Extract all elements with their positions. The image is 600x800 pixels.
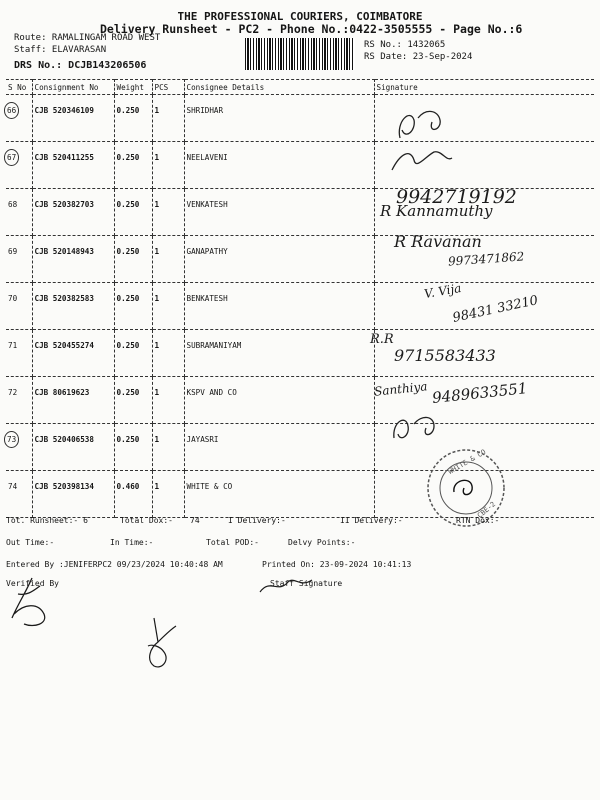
- row-weight-text: 0.250: [116, 247, 140, 256]
- row-sno: [6, 424, 32, 471]
- row-consignment-no: [32, 189, 114, 236]
- row-pcs: [152, 471, 184, 518]
- row-weight-text: 0.460: [116, 482, 140, 491]
- row-pcs: [152, 377, 184, 424]
- handwritten-phone-71: 9715583433: [394, 346, 496, 365]
- row-sno: [6, 189, 32, 236]
- row-consignee: [184, 424, 374, 471]
- row-pcs: [152, 142, 184, 189]
- rtn-dox: RTN Dox:-: [456, 516, 500, 525]
- table-row: [6, 95, 594, 142]
- total-pod: Total POD:-: [206, 538, 259, 547]
- row-consignment-no: [32, 424, 114, 471]
- row-pcs: [152, 236, 184, 283]
- row-pcs-text: 1: [154, 200, 160, 209]
- document-title: Delivery Runsheet - PC2 - Phone No.:0422-3505555 - Page No.:6: [100, 22, 523, 36]
- row-consignment-no: [32, 95, 114, 142]
- row-consignment-no-text: CJB 520148943: [34, 247, 94, 256]
- row-weight: [114, 283, 152, 330]
- row-consignee: [184, 377, 374, 424]
- i-delivery: I Delivery:-: [228, 516, 286, 525]
- total-dox-value: 74: [190, 516, 200, 525]
- handwritten-name-69: R Ravanan: [394, 232, 482, 251]
- printed-on: Printed On: 23-09-2024 10:41:13: [262, 560, 412, 569]
- row-sno: [6, 471, 32, 518]
- row-pcs-text: 1: [154, 106, 160, 115]
- row-consignment-no-text: CJB 520382703: [34, 200, 94, 209]
- total-dox-label: Total Dox:-: [120, 516, 173, 525]
- row-consignee-text: SHRIDHAR: [186, 106, 224, 115]
- row-pcs: [152, 330, 184, 377]
- row-consignee: [184, 142, 374, 189]
- verified-by: Verified By: [6, 579, 59, 588]
- row-consignee-text: GANAPATHY: [186, 247, 228, 256]
- signature-row66-67: [380, 100, 480, 180]
- row-consignment-no-text: CJB 520455274: [34, 341, 94, 350]
- row-pcs: [152, 424, 184, 471]
- stamp-text-bottom: CBE-2: [475, 500, 498, 520]
- row-sno-text: 73: [4, 431, 19, 448]
- barcode: [245, 38, 355, 70]
- row-sno-text: 69: [8, 247, 18, 256]
- row-pcs-text: 1: [154, 482, 160, 491]
- row-sno-text: 74: [8, 482, 18, 491]
- staff-signature: Staff Signature: [270, 579, 343, 588]
- signature-row73: [384, 410, 464, 450]
- row-consignee: [184, 189, 374, 236]
- row-consignee-text: JAYASRI: [186, 435, 219, 444]
- row-consignment-no-text: CJB 80619623: [34, 388, 90, 397]
- row-weight: [114, 471, 152, 518]
- row-consignee-text: SUBRAMANIYAM: [186, 341, 242, 350]
- row-weight: [114, 189, 152, 236]
- handwritten-name-68: R Kannamuthy: [380, 202, 493, 220]
- row-consignee-text: VENKATESH: [186, 200, 228, 209]
- out-time: Out Time:-: [6, 538, 55, 547]
- row-consignee: [184, 236, 374, 283]
- row-sno: [6, 142, 32, 189]
- table-row: [6, 142, 594, 189]
- row-sno: [6, 95, 32, 142]
- handwritten-name-72: Santhiya: [373, 379, 429, 399]
- row-pcs-text: 1: [154, 341, 160, 350]
- handwritten-initials-71: R.R: [370, 332, 394, 347]
- row-consignment-no: [32, 330, 114, 377]
- row-weight-text: 0.250: [116, 388, 140, 397]
- row-consignment-no-text: CJB 520346109: [34, 106, 94, 115]
- table-row: [6, 330, 594, 377]
- row-sno: [6, 377, 32, 424]
- staff-signature-mark: [256, 574, 316, 598]
- handwritten-phone-69: 9973471862: [447, 249, 525, 269]
- row-consignee: [184, 95, 374, 142]
- row-weight-text: 0.250: [116, 153, 140, 162]
- row-consignment-no-text: CJB 520406538: [34, 435, 94, 444]
- row-weight-text: 0.250: [116, 294, 140, 303]
- row-sno-text: 67: [4, 149, 19, 166]
- row-sno: [6, 236, 32, 283]
- col-pcs: PCS: [152, 80, 184, 95]
- row-sno-text: 72: [8, 388, 18, 397]
- row-sno-text: 71: [8, 341, 18, 350]
- row-sno-text: 70: [8, 294, 18, 303]
- row-consignment-no: [32, 236, 114, 283]
- row-sno: [6, 283, 32, 330]
- rs-number: RS No.: 1432065: [364, 40, 446, 50]
- delivery-points: Delvy Points:-: [288, 538, 356, 547]
- row-consignment-no: [32, 377, 114, 424]
- company-name: THE PROFESSIONAL COURIERS, COIMBATORE: [177, 10, 423, 23]
- row-pcs-text: 1: [154, 294, 160, 303]
- row-pcs: [152, 95, 184, 142]
- row-sno: [6, 330, 32, 377]
- drs-number: DRS No.: DCJB143206506: [14, 60, 147, 71]
- row-pcs-text: 1: [154, 435, 160, 444]
- row-consignment-no: [32, 283, 114, 330]
- row-weight: [114, 236, 152, 283]
- row-weight-text: 0.250: [116, 200, 140, 209]
- row-weight: [114, 330, 152, 377]
- col-consignee: Consignee Details: [184, 80, 374, 95]
- handwritten-name-70: V. Vija: [423, 280, 463, 302]
- row-sno-text: 66: [4, 102, 19, 119]
- row-consignment-no: [32, 471, 114, 518]
- row-weight: [114, 95, 152, 142]
- row-consignee-text: WHITE & CO: [186, 482, 233, 491]
- row-consignment-no-text: CJB 520382583: [34, 294, 94, 303]
- loose-signature: [140, 614, 188, 674]
- col-consignment: Consignment No: [32, 80, 114, 95]
- col-weight: Weight: [114, 80, 152, 95]
- handwritten-phone-72: 9489633551: [431, 379, 529, 407]
- row-consignee: [184, 330, 374, 377]
- entered-by: Entered By :JENIFERPC2 09/23/2024 10:40:48 AM: [6, 560, 223, 569]
- row-pcs-text: 1: [154, 247, 160, 256]
- ii-delivery: II Delivery:-: [340, 516, 403, 525]
- row-sno-text: 68: [8, 200, 18, 209]
- row-consignment-no-text: CJB 520411255: [34, 153, 94, 162]
- row-weight: [114, 142, 152, 189]
- row-consignee-text: BENKATESH: [186, 294, 228, 303]
- row-pcs-text: 1: [154, 153, 160, 162]
- row-weight: [114, 424, 152, 471]
- col-signature: Signature: [374, 80, 594, 95]
- row-pcs: [152, 283, 184, 330]
- staff-label: Staff: ELAVARASAN: [14, 45, 107, 55]
- row-consignee: [184, 283, 374, 330]
- row-pcs-text: 1: [154, 388, 160, 397]
- row-consignee: [184, 471, 374, 518]
- handwritten-phone-70: 98431 33210: [451, 293, 540, 326]
- row-pcs: [152, 189, 184, 236]
- row-weight: [114, 377, 152, 424]
- route-label: Route: RAMALINGAM ROAD WEST: [14, 33, 161, 43]
- row-weight-text: 0.250: [116, 341, 140, 350]
- row-consignee-text: NEELAVENI: [186, 153, 228, 162]
- table-header-row: [6, 80, 594, 95]
- total-runsheet: Tot. Runsheet:- 6: [6, 516, 88, 525]
- row-weight-text: 0.250: [116, 106, 140, 115]
- in-time: In Time:-: [110, 538, 154, 547]
- handwritten-phone-68: 9942719192: [396, 186, 517, 208]
- rs-date: RS Date: 23-Sep-2024: [364, 52, 473, 62]
- row-weight-text: 0.250: [116, 435, 140, 444]
- stamp-text-top: WHITE & CO: [446, 447, 488, 477]
- col-sno: S No: [6, 80, 32, 95]
- row-consignment-no-text: CJB 520398134: [34, 482, 94, 491]
- row-consignment-no: [32, 142, 114, 189]
- verifier-signature: [4, 574, 64, 630]
- row-consignee-text: KSPV AND CO: [186, 388, 237, 397]
